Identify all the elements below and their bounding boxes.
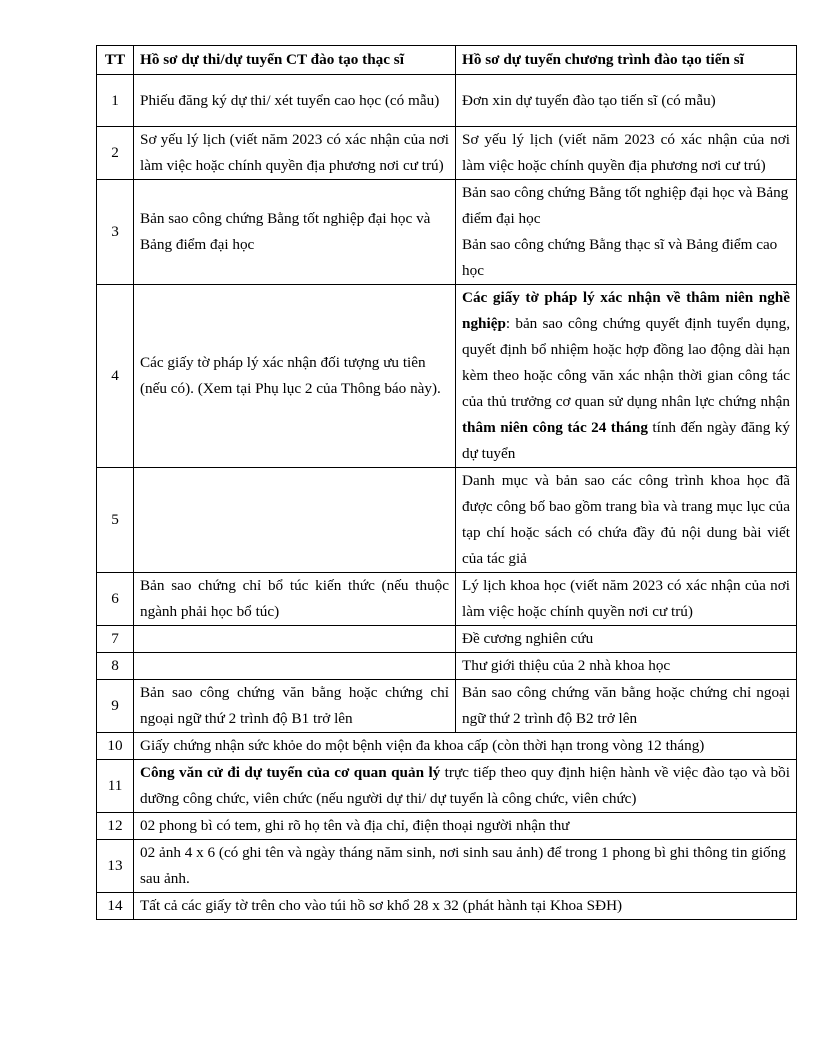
- row-number: 4: [97, 285, 134, 468]
- doctoral-cell: Lý lịch khoa học (viết năm 2023 có xác nhận của nơi làm việc hoặc chính quyền nơi cư trú): [456, 573, 797, 626]
- row-number: 13: [97, 840, 134, 893]
- merged-cell: 02 phong bì có tem, ghi rõ họ tên và địa chỉ, điện thoại người nhận thư: [134, 813, 797, 840]
- table-row: [97, 573, 797, 626]
- merged-bold-text: Công văn cử đi dự tuyển của cơ quan quản lý: [140, 764, 441, 781]
- row-number: 2: [97, 127, 134, 180]
- table-row: [97, 468, 797, 573]
- masters-cell: Phiếu đăng ký dự thi/ xét tuyển cao học (có mẫu): [134, 75, 456, 127]
- doctoral-cell: Danh mục và bản sao các công trình khoa học đã được công bố bao gồm trang bìa và trang mục lục của tạp chí hoặc sách có chứa đầy đủ nội dung bài viết của tác giả: [456, 468, 797, 573]
- doctoral-bold-text: thâm niên công tác 24 tháng: [462, 419, 648, 436]
- table-row: [97, 760, 797, 813]
- table-row: [97, 893, 797, 920]
- masters-cell: Bản sao chứng chỉ bổ túc kiến thức (nếu thuộc ngành phải học bổ túc): [134, 573, 456, 626]
- table-row: [97, 653, 797, 680]
- merged-cell: Tất cả các giấy tờ trên cho vào túi hồ sơ khổ 28 x 32 (phát hành tại Khoa SĐH): [134, 893, 797, 920]
- table-row: [97, 285, 797, 468]
- row-number: 9: [97, 680, 134, 733]
- doctoral-cell: Đơn xin dự tuyển đào tạo tiến sĩ (có mẫu): [456, 75, 797, 127]
- row-number: 6: [97, 573, 134, 626]
- row-number: 14: [97, 893, 134, 920]
- merged-cell: [134, 760, 797, 813]
- header-tt: TT: [97, 46, 134, 75]
- table-header-row: [97, 46, 797, 75]
- table-row: [97, 75, 797, 127]
- row-number: 10: [97, 733, 134, 760]
- masters-cell: Bản sao công chứng văn bằng hoặc chứng chỉ ngoại ngữ thứ 2 trình độ B1 trở lên: [134, 680, 456, 733]
- merged-text: trực tiếp theo quy định hiện hành về việc đào tạo và bồi dưỡng công chức, viên chức (nếu người dự thi/ dự tuyển là công chức, viên chức): [140, 764, 790, 807]
- doctoral-cell-line: Bản sao công chứng Bằng tốt nghiệp đại học và Bảng điểm đại học: [462, 184, 789, 227]
- doctoral-text: tính đến ngày đăng ký dự tuyển: [462, 419, 790, 462]
- doctoral-cell-line: Bản sao công chứng Bằng thạc sĩ và Bảng điểm cao học: [462, 236, 778, 279]
- row-number: 3: [97, 180, 134, 285]
- doctoral-bold-text: Các giấy tờ pháp lý xác nhận về thâm niên nghề nghiệp: [462, 289, 790, 332]
- merged-cell: 02 ảnh 4 x 6 (có ghi tên và ngày tháng năm sinh, nơi sinh sau ảnh) để trong 1 phong bì ghi thông tin giống sau ảnh.: [134, 840, 797, 893]
- header-masters: Hồ sơ dự thi/dự tuyển CT đào tạo thạc sĩ: [134, 46, 456, 75]
- masters-cell: [134, 653, 456, 680]
- table-row: [97, 813, 797, 840]
- doctoral-cell: Đề cương nghiên cứu: [456, 626, 797, 653]
- masters-cell: Bản sao công chứng Bằng tốt nghiệp đại học và Bảng điểm đại học: [134, 180, 456, 285]
- table-row: [97, 840, 797, 893]
- doctoral-cell: Thư giới thiệu của 2 nhà khoa học: [456, 653, 797, 680]
- masters-cell: Sơ yếu lý lịch (viết năm 2023 có xác nhận của nơi làm việc hoặc chính quyền địa phương nơi cư trú): [134, 127, 456, 180]
- doctoral-cell: Sơ yếu lý lịch (viết năm 2023 có xác nhận của nơi làm việc hoặc chính quyền địa phương nơi cư trú): [456, 127, 797, 180]
- table-row: [97, 180, 797, 285]
- row-number: 8: [97, 653, 134, 680]
- doctoral-cell: Bản sao công chứng văn bằng hoặc chứng chỉ ngoại ngữ thứ 2 trình độ B2 trở lên: [456, 680, 797, 733]
- table-row: [97, 733, 797, 760]
- masters-cell: [134, 468, 456, 573]
- row-number: 1: [97, 75, 134, 127]
- row-number: 11: [97, 760, 134, 813]
- table-row: [97, 127, 797, 180]
- header-doctoral: Hồ sơ dự tuyển chương trình đào tạo tiến sĩ: [456, 46, 797, 75]
- merged-cell: Giấy chứng nhận sức khỏe do một bệnh viện đa khoa cấp (còn thời hạn trong vòng 12 tháng): [134, 733, 797, 760]
- doctoral-cell: [456, 285, 797, 468]
- table-row: [97, 626, 797, 653]
- masters-cell: Các giấy tờ pháp lý xác nhận đối tượng ưu tiên (nếu có). (Xem tại Phụ lục 2 của Thông báo này).: [134, 285, 456, 468]
- application-documents-table: [96, 45, 797, 920]
- masters-cell: [134, 626, 456, 653]
- row-number: 12: [97, 813, 134, 840]
- doctoral-text: : bản sao công chứng quyết định tuyển dụng, quyết định bổ nhiệm hoặc hợp đồng lao động dài hạn kèm theo hoặc công văn xác nhận thời gian công tác của thủ trưởng cơ quan sử dụng nhân lực chứng nhận: [462, 315, 790, 410]
- row-number: 7: [97, 626, 134, 653]
- doctoral-cell: [456, 180, 797, 285]
- table-row: [97, 680, 797, 733]
- row-number: 5: [97, 468, 134, 573]
